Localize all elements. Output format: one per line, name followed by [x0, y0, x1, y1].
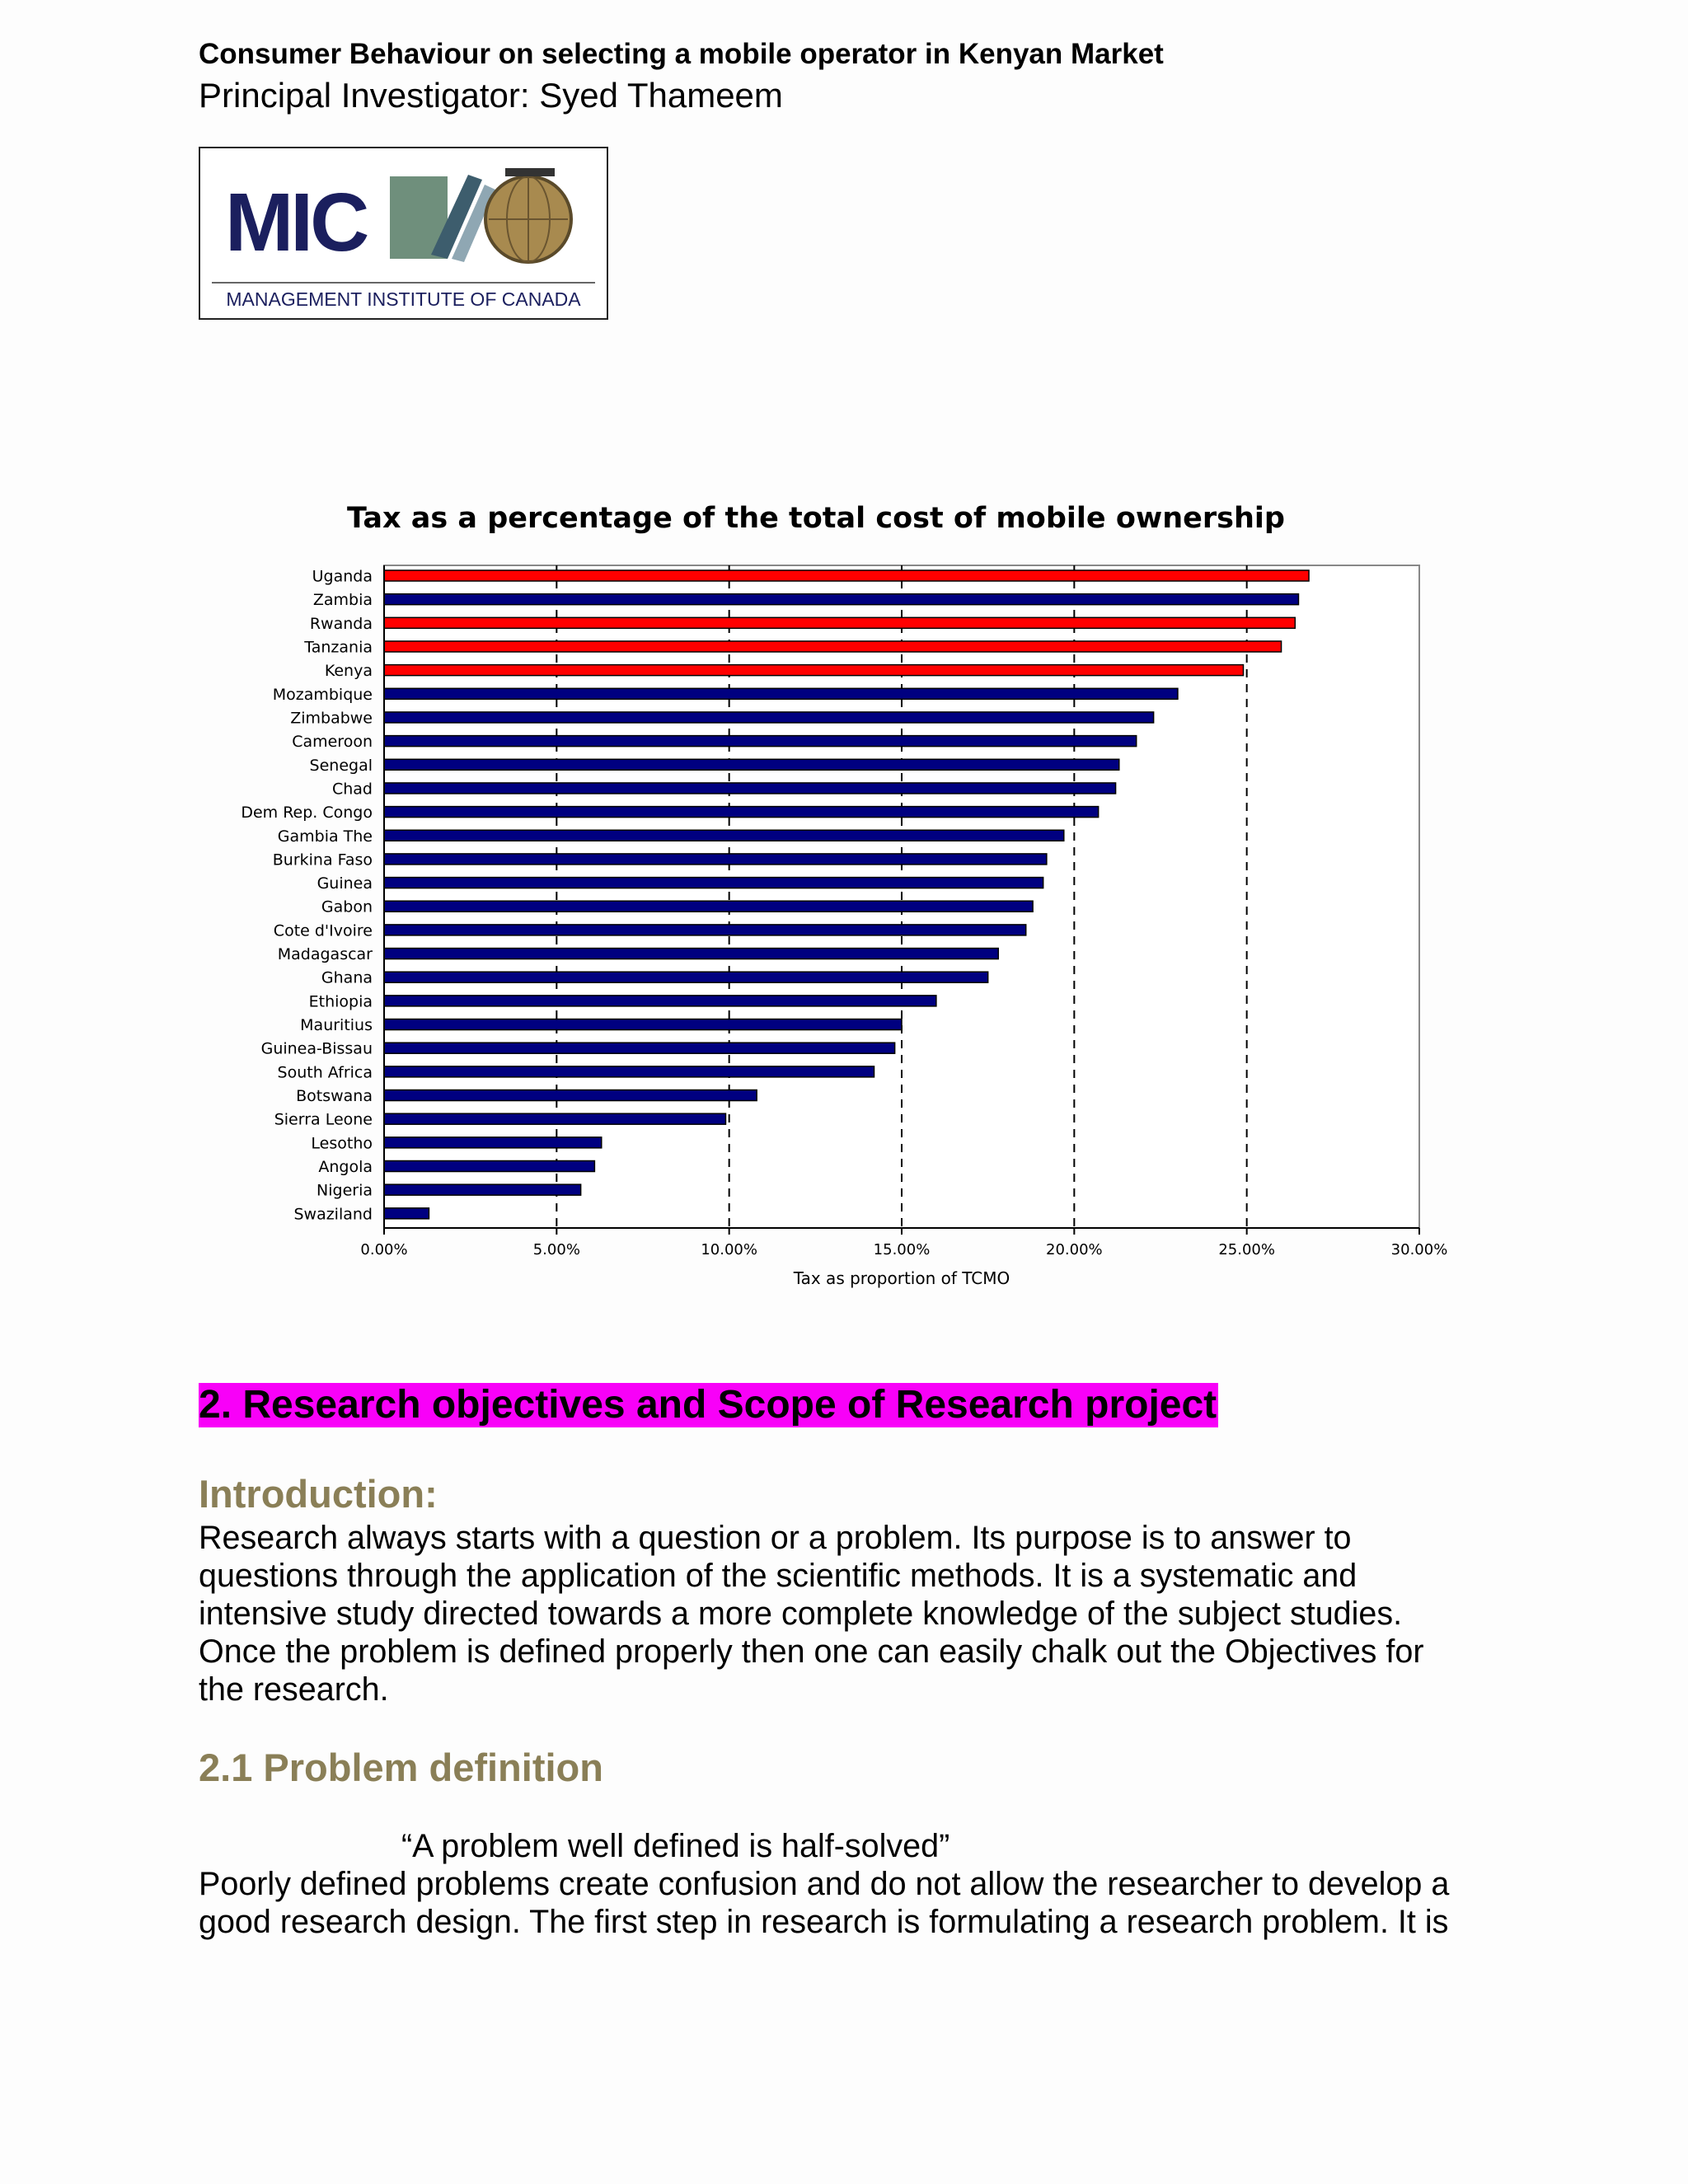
paragraph-line: questions through the application of the scientific methods. It is a systematic and	[199, 1558, 1357, 1594]
y-category-label: Mozambique	[272, 685, 373, 704]
x-tick-label: 15.00%	[873, 1241, 931, 1258]
bar-chad	[384, 783, 1116, 794]
y-category-label: Cameroon	[292, 733, 373, 752]
y-category-label: Kenya	[324, 662, 373, 681]
bar-cote-d-ivoire	[384, 925, 1026, 935]
problem-definition-heading: 2.1 Problem definition	[199, 1746, 603, 1789]
y-category-label: Tanzania	[304, 638, 373, 657]
principal-investigator: Principal Investigator: Syed Thameem	[199, 76, 783, 115]
x-tick-label: 10.00%	[701, 1241, 757, 1258]
bar-senegal	[384, 759, 1119, 770]
bar-ghana	[384, 972, 988, 982]
mic-logo	[199, 147, 608, 320]
y-category-label: Lesotho	[311, 1134, 373, 1153]
bar-botswana	[384, 1090, 757, 1101]
paragraph-line: intensive study directed towards a more complete knowledge of the subject studies.	[199, 1596, 1403, 1632]
bar-angola	[384, 1161, 594, 1172]
x-tick-label: 30.00%	[1390, 1241, 1448, 1258]
y-category-label: Dem Rep. Congo	[241, 804, 373, 823]
x-tick-label: 5.00%	[532, 1241, 580, 1258]
document-title: Consumer Behaviour on selecting a mobile operator in Kenyan Market	[199, 38, 1164, 70]
bar-gambia-the	[384, 830, 1064, 841]
bar-lesotho	[384, 1137, 602, 1148]
tax-bar-chart	[223, 503, 1459, 1302]
x-axis-label: Tax as proportion of TCMO	[793, 1268, 1010, 1288]
bar-madagascar	[384, 949, 998, 959]
x-tick-label: 0.00%	[360, 1241, 408, 1258]
y-category-label: Ethiopia	[308, 992, 373, 1011]
logo-divider	[212, 282, 595, 284]
y-category-label: Gambia The	[277, 827, 373, 846]
problem-paragraph	[199, 1865, 1449, 1941]
bar-cameroon	[384, 736, 1137, 747]
y-category-label: Zimbabwe	[290, 709, 373, 728]
y-category-label: Angola	[318, 1158, 373, 1176]
bar-guinea-bissau	[384, 1043, 895, 1053]
y-category-label: Gabon	[321, 898, 373, 916]
introduction-heading: Introduction:	[199, 1472, 438, 1516]
paragraph-line: Poorly defined problems create confusion and do not allow the researcher to develop a	[199, 1866, 1450, 1902]
bar-kenya	[384, 665, 1243, 676]
logo-wordmark: MIC	[225, 176, 367, 269]
globe-icon	[382, 160, 596, 275]
bar-sierra-leone	[384, 1113, 725, 1124]
quote: “A problem well defined is half-solved”	[401, 1828, 950, 1864]
bar-dem-rep-congo	[384, 807, 1099, 818]
bar-burkina-faso	[384, 854, 1047, 865]
bar-ethiopia	[384, 996, 936, 1006]
bar-gabon	[384, 901, 1033, 912]
paragraph-line: good research design. The first step in research is formulating a research problem. It is	[199, 1904, 1449, 1940]
y-category-label: Ghana	[321, 968, 373, 987]
x-tick-label: 25.00%	[1218, 1241, 1275, 1258]
paragraph-line: Research always starts with a question or a problem. Its purpose is to answer to	[199, 1520, 1352, 1556]
y-category-label: Guinea	[316, 874, 373, 893]
y-category-label: Madagascar	[277, 945, 373, 964]
bar-zimbabwe	[384, 712, 1154, 723]
y-category-label: Rwanda	[309, 614, 373, 633]
section-heading: 2. Research objectives and Scope of Research project	[199, 1383, 1217, 1427]
bar-south-africa	[384, 1066, 874, 1077]
bar-rwanda	[384, 617, 1295, 628]
y-category-label: Senegal	[309, 756, 373, 775]
y-category-label: Sierra Leone	[274, 1110, 373, 1129]
bar-tanzania	[384, 641, 1282, 652]
paragraph-line: the research.	[199, 1671, 389, 1708]
x-tick-label: 20.00%	[1046, 1241, 1103, 1258]
y-category-label: Chad	[331, 780, 373, 799]
y-category-label: Guinea-Bissau	[260, 1039, 373, 1058]
chart-title: Tax as a percentage of the total cost of mobile ownership	[347, 503, 1285, 535]
bar-zambia	[384, 594, 1298, 605]
bar-uganda	[384, 570, 1309, 581]
paragraph-line: Once the problem is defined properly then one can easily chalk out the Objectives for	[199, 1633, 1424, 1670]
bar-swaziland	[384, 1208, 429, 1219]
y-category-label: Mauritius	[300, 1016, 373, 1035]
y-category-label: Botswana	[296, 1087, 373, 1106]
y-category-label: South Africa	[277, 1063, 373, 1082]
bar-mauritius	[384, 1019, 902, 1030]
y-category-label: Nigeria	[316, 1181, 373, 1200]
y-category-label: Swaziland	[293, 1205, 373, 1224]
introduction-paragraph	[199, 1519, 1423, 1708]
y-category-label: Burkina Faso	[272, 851, 373, 869]
bar-guinea	[384, 878, 1043, 888]
y-category-label: Uganda	[312, 567, 373, 586]
y-category-label: Cote d'Ivoire	[273, 921, 373, 940]
bar-mozambique	[384, 688, 1178, 699]
logo-caption: MANAGEMENT INSTITUTE OF CANADA	[226, 288, 581, 310]
bar-nigeria	[384, 1184, 581, 1195]
y-category-label: Zambia	[312, 591, 373, 610]
